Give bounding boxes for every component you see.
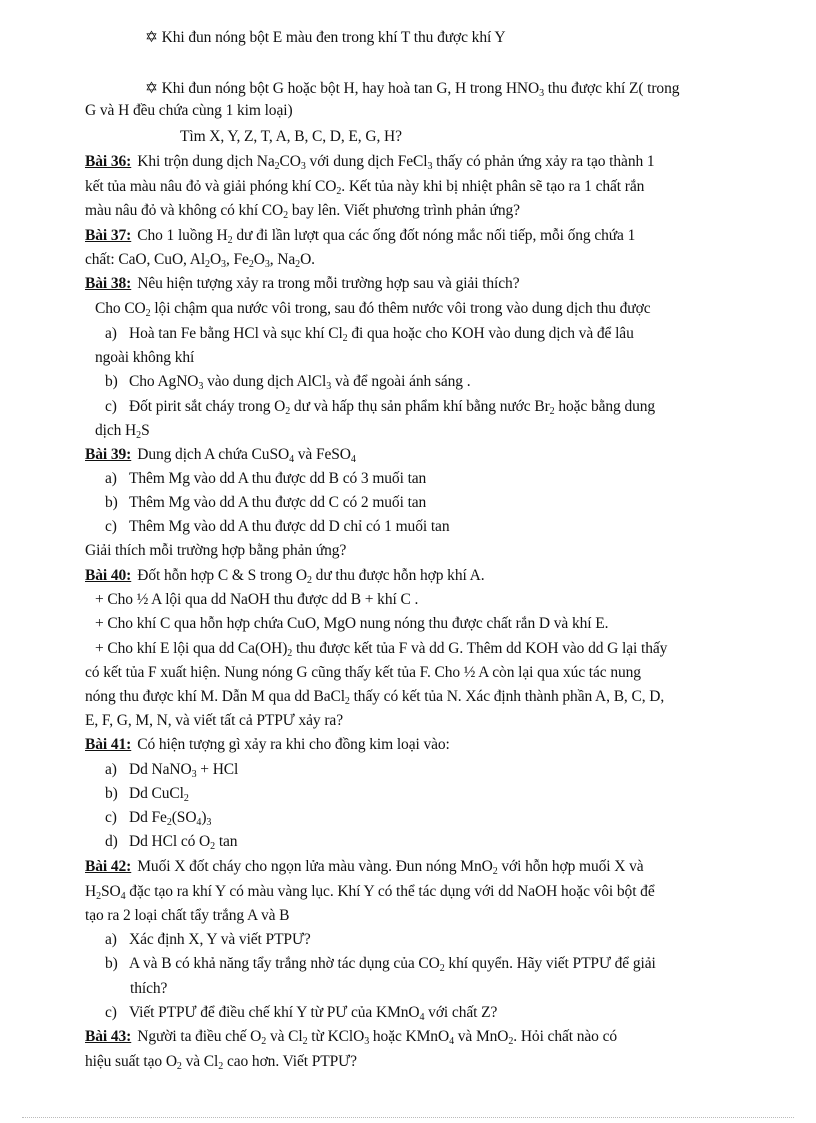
text-line [105,784,189,809]
text-run: O. [300,251,315,268]
text-run: + Cho khí E lội qua dd Ca(OH) [95,640,288,657]
text-line [85,687,664,712]
page-footer-line [22,1117,794,1118]
text-run: O [209,251,222,268]
text-run: Cho AgNO [129,373,199,390]
list-label: a) [105,931,117,948]
subscript: 2 [283,210,289,221]
subscript: 4 [289,454,294,465]
text-line [95,614,608,634]
text-run: Xác định X, Y và viết PTPƯ? [129,931,311,948]
subscript: 3 [364,1036,370,1047]
subscript: 3 [221,259,226,270]
list-label: c) [105,518,117,535]
subscript: 2 [227,235,233,246]
text-run: O [253,251,265,268]
subscript: 2 [439,963,445,974]
list-label: a) [105,761,117,778]
text-run: Cho 1 luồng H [137,227,228,244]
subscript: 4 [449,1036,454,1047]
subscript: 3 [539,88,545,99]
text-run: và MnO [453,1028,509,1045]
text-run: CO [279,153,301,170]
text-run: . Kết tủa này khi bị nhiệt phân sẽ tạo ra 1 chất rắn [341,178,645,195]
subscript: 4 [196,817,202,828]
text-run: Dd HCl có O [129,833,211,850]
text-line [105,760,238,785]
text-line [105,372,470,397]
text-run: ) [201,809,207,826]
list-label: a) [105,470,117,487]
text-run: thu được khí Z( trong [544,80,680,97]
subscript: 2 [302,1036,308,1047]
text-run: Thêm Mg vào dd A thu được dd C có 2 muối tan [129,494,427,511]
text-line [105,930,311,950]
exercise-number: Bài 43: [85,1028,132,1045]
text-run: chất: CaO, CuO, Al [85,251,206,268]
text-run: màu nâu đỏ và không có khí CO [85,202,284,219]
subscript: 2 [176,1061,182,1072]
text-run: Cho CO [95,300,146,317]
list-label: b) [105,494,118,511]
subscript: 3 [326,381,332,392]
text-run: và để ngoài ánh sáng . [331,373,471,390]
subscript: 4 [350,454,356,465]
text-line [85,663,641,683]
text-run: Dung dịch A chứa CuSO [137,446,290,463]
text-line [105,397,655,422]
text-line [95,590,418,610]
exercise-number: Bài 36: [85,153,132,170]
text-line [85,152,655,177]
subscript: 4 [419,1012,425,1023]
text-run: hiệu suất tạo O [85,1053,177,1070]
subscript: 2 [205,259,210,270]
text-line [95,639,667,664]
exercise-number: Bài 38: [85,275,132,292]
list-label: b) [105,373,118,390]
text-run: Nêu hiện tượng xảy ra trong mỗi trường hợp sau và giải thích? [137,275,520,292]
text-line [85,882,655,907]
text-run: + Cho ½ A lội qua dd NaOH thu được dd B + khí C . [95,591,419,608]
text-run: vào dung dịch AlCl [203,373,327,390]
text-run: S [141,422,150,439]
text-run: Giải thích mỗi trường hợp bằng phản ứng? [85,542,347,559]
text-line [105,517,449,537]
text-line [85,101,293,121]
text-line [85,906,289,926]
text-line [95,299,650,324]
text-line [85,177,644,202]
text-line [85,541,346,561]
text-run: Đốt pirit sắt cháy trong O [129,398,286,415]
text-run: nóng thu được khí M. Dẫn M qua dd BaCl [85,688,345,705]
subscript: 2 [287,648,293,659]
text-run: E, F, G, M, N, và viết tất cả PTPƯ xảy ra? [85,712,343,729]
list-label: a) [105,325,117,342]
text-run: ngoài không khí [95,349,195,366]
subscript: 2 [136,430,142,441]
text-line [105,324,634,349]
text-line [105,808,211,833]
text-run: có kết tủa F xuất hiện. Nung nóng G cũng thấy kết tủa F. Cho ½ A còn lại qua xúc tác nung [85,664,641,681]
text-line [85,857,644,882]
text-run: . Hỏi chất nào có [513,1028,618,1045]
text-line [105,1003,497,1028]
text-run: thấy có kết tủa N. Xác định thành phần A, B, C, D, [349,688,665,705]
subscript: 2 [342,333,348,344]
text-run: ✡ Khi đun nóng bột E màu đen trong khí T thu được khí Y [145,29,506,46]
text-run: Dd Fe [129,809,167,826]
subscript: 3 [198,381,204,392]
exercise-number: Bài 40: [85,567,132,584]
text-run: bay lên. Viết phương trình phản ứng? [288,202,520,219]
text-run: Có hiện tượng gì xảy ra khi cho đồng kim loại vào: [137,736,450,753]
text-run: dịch H [95,422,137,439]
text-run: dư thu được hỗn hợp khí A. [311,567,485,584]
exercise-number: Bài 41: [85,736,132,753]
text-run: hoặc KMnO [369,1028,450,1045]
text-run: Viết PTPƯ để điều chế khí Y từ PƯ của KMnO [129,1004,420,1021]
text-line [105,493,426,513]
text-line [85,1027,617,1052]
text-run: và Cl [266,1028,303,1045]
text-line [85,445,356,470]
text-run: Người ta điều chế O [137,1028,262,1045]
text-line [85,226,635,251]
text-run: và Cl [181,1053,219,1070]
text-line [105,469,426,489]
text-run: Thêm Mg vào dd A thu được dd B có 3 muối tan [129,470,427,487]
subscript: 2 [248,259,254,270]
subscript: 2 [285,406,291,417]
exercise-number: Bài 39: [85,446,132,463]
exercise-number: Bài 37: [85,227,132,244]
subscript: 3 [300,161,306,172]
list-label: c) [105,809,117,826]
text-run: Đốt hỗn hợp C & S trong O [137,567,307,584]
text-run: Hoà tan Fe bằng HCl và sục khí Cl [129,325,343,342]
text-line [95,348,194,368]
subscript: 2 [344,696,350,707]
text-run: hoặc bằng dung [554,398,656,415]
subscript: 2 [166,817,172,828]
subscript: 3 [206,817,212,828]
subscript: 2 [306,575,312,586]
text-run: + Cho khí C qua hỗn hợp chứa CuO, MgO nung nóng thu được chất rắn D và khí E. [95,615,609,632]
subscript: 4 [120,891,126,902]
text-run: dư và hấp thụ sản phẩm khí bằng nước Br [290,398,550,415]
text-run: , Na [269,251,296,268]
text-run: tạo ra 2 loại chất tẩy trắng A và B [85,907,290,924]
text-run: G và H đều chứa cùng 1 kim loại) [85,102,293,119]
subscript: 2 [261,1036,267,1047]
subscript: 2 [336,186,342,197]
text-run: cao hơn. Viết PTPƯ? [223,1053,357,1070]
text-line [85,566,484,591]
text-run: Thêm Mg vào dd A thu được dd D chỉ có 1 muối tan [129,518,450,535]
text-run: Muối X đốt cháy cho ngọn lửa màu vàng. Đun nóng MnO [137,858,493,875]
text-run: + HCl [196,761,239,778]
text-run: tan [215,833,238,850]
text-line [105,832,237,857]
list-label: c) [105,1004,117,1021]
text-run: với hỗn hợp muối X và [497,858,644,875]
text-line [145,28,505,48]
list-label: d) [105,833,118,850]
text-line [180,127,402,147]
text-run: đặc tạo ra khí Y có màu vàng lục. Khí Y có thể tác dụng với dd NaOH hoặc vôi bột để [125,883,655,900]
subscript: 3 [264,259,270,270]
text-run: kết tủa màu nâu đỏ và giải phóng khí CO [85,178,337,195]
text-run: thích? [130,980,168,997]
subscript: 2 [145,308,151,319]
text-line [85,711,343,731]
list-label: b) [105,955,118,972]
text-run: thu được kết tủa F và dd G. Thêm dd KOH vào dd G lại thấy [292,640,668,657]
subscript: 2 [210,841,216,852]
list-label: c) [105,398,117,415]
text-line [85,201,520,226]
subscript: 2 [492,866,498,877]
subscript: 3 [427,161,433,172]
text-run: với chất Z? [424,1004,498,1021]
subscript: 2 [96,891,101,902]
text-run: Tìm X, Y, Z, T, A, B, C, D, E, G, H? [180,128,402,145]
subscript: 3 [191,769,197,780]
text-run: (SO [171,809,197,826]
text-run: ✡ Khi đun nóng bột G hoặc bột H, hay hoà tan G, H trong HNO [145,80,540,97]
subscript: 2 [274,161,280,172]
text-run: , Fe [225,251,249,268]
text-line [85,735,450,755]
subscript: 2 [295,259,301,270]
subscript: 2 [508,1036,514,1047]
text-run: lội chậm qua nước vôi trong, sau đó thêm nước vôi trong vào dung dịch thu được [150,300,651,317]
subscript: 2 [218,1061,224,1072]
exercise-number: Bài 42: [85,858,132,875]
list-label: b) [105,785,118,802]
text-run: đi qua hoặc cho KOH vào dung dịch và để lâu [347,325,634,342]
text-run: và FeSO [293,446,351,463]
text-run: với dung dịch FeCl [305,153,428,170]
text-line [85,1052,357,1077]
text-line [85,274,519,294]
text-line [130,979,167,999]
text-run: Dd NaNO [129,761,192,778]
text-run: từ KClO [307,1028,365,1045]
text-run: thấy có phản ứng xảy ra tạo thành 1 [432,153,655,170]
text-run: SO [101,883,121,900]
text-run: Dd CuCl [129,785,184,802]
text-run: A và B có khả năng tẩy trắng nhờ tác dụng của CO [129,955,440,972]
text-line [95,421,150,446]
text-run: H [85,883,97,900]
text-line [85,250,315,275]
text-run: khí quyển. Hãy viết PTPƯ để giải [444,955,656,972]
text-line [105,954,656,979]
text-run: dư đi lần lượt qua các ống đốt nóng mắc nối tiếp, mỗi ống chứa 1 [232,227,636,244]
text-run: Khi trộn dung dịch Na [137,153,275,170]
subscript: 2 [183,793,189,804]
subscript: 2 [549,406,555,417]
